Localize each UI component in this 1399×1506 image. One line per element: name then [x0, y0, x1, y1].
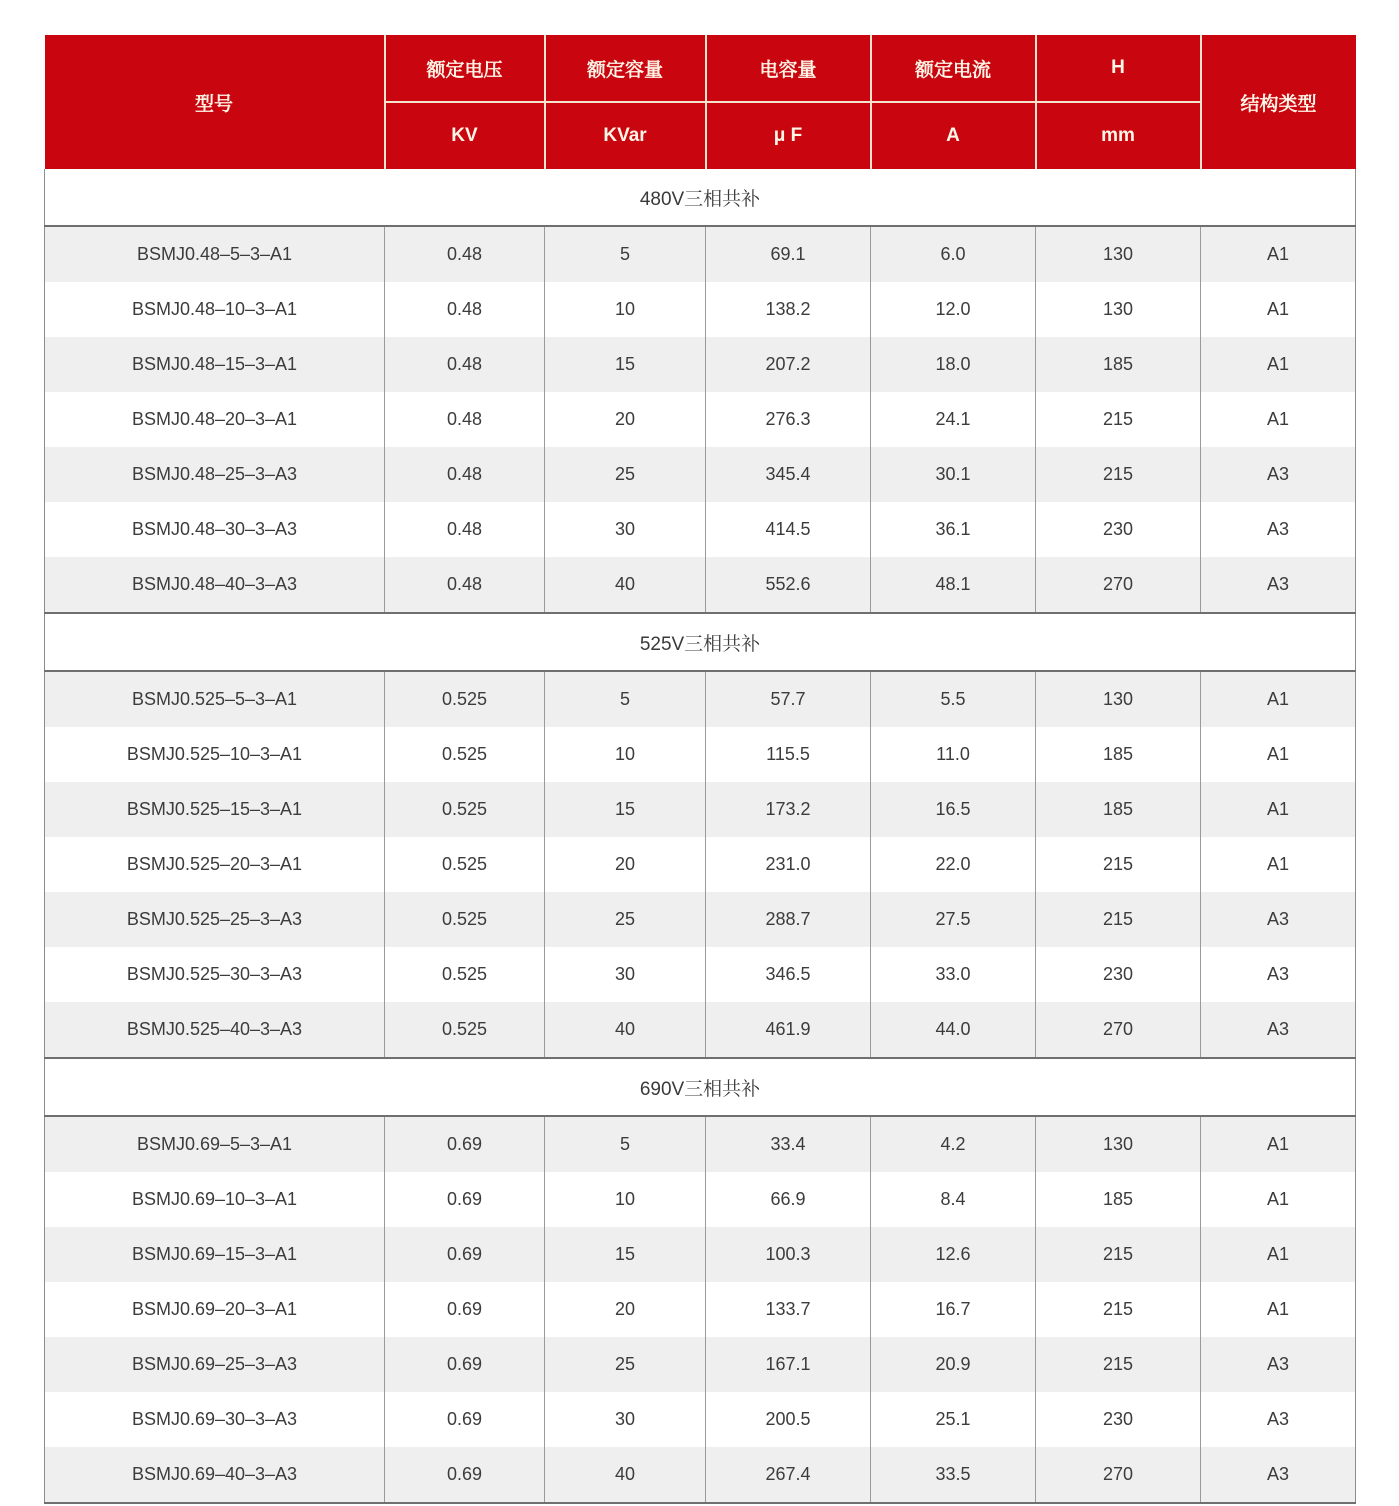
current-cell: 33.5: [871, 1447, 1036, 1503]
voltage-cell: 0.48: [385, 557, 545, 613]
capacitance-cell: 346.5: [706, 947, 871, 1002]
model-cell: BSMJ0.48–25–3–A3: [45, 447, 385, 502]
structure-cell: A3: [1201, 1002, 1356, 1058]
current-cell: 6.0: [871, 226, 1036, 282]
capacity-cell: 25: [545, 447, 706, 502]
capacitance-cell: 231.0: [706, 837, 871, 892]
height-cell: 215: [1036, 892, 1201, 947]
voltage-cell: 0.525: [385, 1002, 545, 1058]
table-row: [45, 502, 1356, 557]
height-cell: 215: [1036, 1337, 1201, 1392]
capacity-cell: 20: [545, 1282, 706, 1337]
capacity-cell: 25: [545, 892, 706, 947]
structure-cell: A1: [1201, 727, 1356, 782]
structure-cell: A1: [1201, 1172, 1356, 1227]
capacity-cell: 25: [545, 1337, 706, 1392]
model-cell: BSMJ0.525–5–3–A1: [45, 671, 385, 727]
capacitance-cell: 115.5: [706, 727, 871, 782]
capacity-cell: 5: [545, 1116, 706, 1172]
model-cell: BSMJ0.48–10–3–A1: [45, 282, 385, 337]
column-header-rated-current: 额定电流: [871, 35, 1036, 102]
structure-cell: A3: [1201, 1392, 1356, 1447]
voltage-cell: 0.69: [385, 1172, 545, 1227]
capacity-cell: 40: [545, 1447, 706, 1503]
voltage-cell: 0.525: [385, 727, 545, 782]
table-row: [45, 1447, 1356, 1503]
model-cell: BSMJ0.48–15–3–A1: [45, 337, 385, 392]
section-title-row: [45, 1058, 1356, 1116]
unit-uf: μ F: [706, 102, 871, 169]
model-cell: BSMJ0.525–20–3–A1: [45, 837, 385, 892]
capacity-cell: 10: [545, 1172, 706, 1227]
table-row: [45, 447, 1356, 502]
section-480v: [45, 169, 1356, 613]
table-row: [45, 1337, 1356, 1392]
voltage-cell: 0.69: [385, 1116, 545, 1172]
capacitance-cell: 461.9: [706, 1002, 871, 1058]
model-cell: BSMJ0.48–5–3–A1: [45, 226, 385, 282]
voltage-cell: 0.525: [385, 947, 545, 1002]
height-cell: 130: [1036, 226, 1201, 282]
structure-cell: A1: [1201, 1227, 1356, 1282]
structure-cell: A1: [1201, 1282, 1356, 1337]
table-row: [45, 337, 1356, 392]
height-cell: 270: [1036, 1447, 1201, 1503]
structure-cell: A1: [1201, 226, 1356, 282]
capacity-cell: 30: [545, 947, 706, 1002]
height-cell: 230: [1036, 502, 1201, 557]
unit-a: A: [871, 102, 1036, 169]
current-cell: 20.9: [871, 1337, 1036, 1392]
capacitance-cell: 207.2: [706, 337, 871, 392]
model-cell: BSMJ0.525–25–3–A3: [45, 892, 385, 947]
capacitance-cell: 267.4: [706, 1447, 871, 1503]
capacitance-cell: 345.4: [706, 447, 871, 502]
height-cell: 185: [1036, 337, 1201, 392]
model-cell: BSMJ0.48–30–3–A3: [45, 502, 385, 557]
height-cell: 215: [1036, 1282, 1201, 1337]
capacitance-cell: 276.3: [706, 392, 871, 447]
height-cell: 130: [1036, 671, 1201, 727]
model-cell: BSMJ0.69–5–3–A1: [45, 1116, 385, 1172]
model-cell: BSMJ0.525–15–3–A1: [45, 782, 385, 837]
current-cell: 44.0: [871, 1002, 1036, 1058]
header-row-labels: [45, 35, 1356, 102]
table-row: [45, 947, 1356, 1002]
current-cell: 24.1: [871, 392, 1036, 447]
height-cell: 270: [1036, 1002, 1201, 1058]
structure-cell: A1: [1201, 837, 1356, 892]
capacity-cell: 20: [545, 837, 706, 892]
voltage-cell: 0.525: [385, 837, 545, 892]
section-title: 480V三相共补: [45, 169, 1356, 226]
current-cell: 16.7: [871, 1282, 1036, 1337]
capacity-cell: 40: [545, 1002, 706, 1058]
current-cell: 11.0: [871, 727, 1036, 782]
capacity-cell: 10: [545, 282, 706, 337]
voltage-cell: 0.69: [385, 1392, 545, 1447]
height-cell: 215: [1036, 1227, 1201, 1282]
table-row: [45, 557, 1356, 613]
structure-cell: A1: [1201, 282, 1356, 337]
capacitance-cell: 66.9: [706, 1172, 871, 1227]
table-row: [45, 671, 1356, 727]
current-cell: 8.4: [871, 1172, 1036, 1227]
height-cell: 215: [1036, 837, 1201, 892]
table-row: [45, 1172, 1356, 1227]
capacity-cell: 15: [545, 1227, 706, 1282]
capacitor-spec-table: [44, 35, 1356, 1504]
model-cell: BSMJ0.69–40–3–A3: [45, 1447, 385, 1503]
model-cell: BSMJ0.525–40–3–A3: [45, 1002, 385, 1058]
current-cell: 5.5: [871, 671, 1036, 727]
height-cell: 270: [1036, 557, 1201, 613]
capacity-cell: 40: [545, 557, 706, 613]
capacity-cell: 30: [545, 1392, 706, 1447]
current-cell: 48.1: [871, 557, 1036, 613]
unit-mm: mm: [1036, 102, 1201, 169]
current-cell: 16.5: [871, 782, 1036, 837]
voltage-cell: 0.69: [385, 1337, 545, 1392]
table-row: [45, 1227, 1356, 1282]
capacity-cell: 10: [545, 727, 706, 782]
capacitance-cell: 552.6: [706, 557, 871, 613]
voltage-cell: 0.525: [385, 782, 545, 837]
table-row: [45, 282, 1356, 337]
structure-cell: A3: [1201, 1337, 1356, 1392]
column-header-rated-capacity: 额定容量: [545, 35, 706, 102]
capacity-cell: 5: [545, 226, 706, 282]
structure-cell: A3: [1201, 447, 1356, 502]
current-cell: 25.1: [871, 1392, 1036, 1447]
height-cell: 215: [1036, 447, 1201, 502]
capacity-cell: 15: [545, 782, 706, 837]
section-title: 690V三相共补: [45, 1058, 1356, 1116]
voltage-cell: 0.69: [385, 1227, 545, 1282]
current-cell: 22.0: [871, 837, 1036, 892]
structure-cell: A3: [1201, 892, 1356, 947]
capacitance-cell: 138.2: [706, 282, 871, 337]
model-cell: BSMJ0.69–10–3–A1: [45, 1172, 385, 1227]
voltage-cell: 0.48: [385, 502, 545, 557]
table-row: [45, 1282, 1356, 1337]
unit-kv: KV: [385, 102, 545, 169]
structure-cell: A3: [1201, 502, 1356, 557]
structure-cell: A1: [1201, 337, 1356, 392]
model-cell: BSMJ0.48–20–3–A1: [45, 392, 385, 447]
capacity-cell: 20: [545, 392, 706, 447]
height-cell: 215: [1036, 392, 1201, 447]
section-title-row: [45, 169, 1356, 226]
model-cell: BSMJ0.69–15–3–A1: [45, 1227, 385, 1282]
capacity-cell: 30: [545, 502, 706, 557]
current-cell: 12.6: [871, 1227, 1036, 1282]
column-header-rated-voltage: 额定电压: [385, 35, 545, 102]
structure-cell: A1: [1201, 392, 1356, 447]
model-cell: BSMJ0.69–25–3–A3: [45, 1337, 385, 1392]
structure-cell: A1: [1201, 671, 1356, 727]
section-525v: [45, 613, 1356, 1058]
column-header-capacitance: 电容量: [706, 35, 871, 102]
capacitance-cell: 288.7: [706, 892, 871, 947]
height-cell: 130: [1036, 1116, 1201, 1172]
section-title: 525V三相共补: [45, 613, 1356, 671]
height-cell: 230: [1036, 947, 1201, 1002]
capacitance-cell: 414.5: [706, 502, 871, 557]
table-row: [45, 1002, 1356, 1058]
spec-table-container: [44, 35, 1355, 1504]
table-row: [45, 727, 1356, 782]
height-cell: 185: [1036, 782, 1201, 837]
capacitance-cell: 200.5: [706, 1392, 871, 1447]
voltage-cell: 0.48: [385, 392, 545, 447]
table-row: [45, 782, 1356, 837]
current-cell: 4.2: [871, 1116, 1036, 1172]
model-cell: BSMJ0.69–30–3–A3: [45, 1392, 385, 1447]
model-cell: BSMJ0.69–20–3–A1: [45, 1282, 385, 1337]
capacity-cell: 5: [545, 671, 706, 727]
capacitance-cell: 33.4: [706, 1116, 871, 1172]
table-header: [45, 35, 1356, 169]
height-cell: 185: [1036, 727, 1201, 782]
table-row: [45, 1392, 1356, 1447]
column-header-height: H: [1036, 35, 1201, 102]
structure-cell: A3: [1201, 557, 1356, 613]
current-cell: 33.0: [871, 947, 1036, 1002]
model-cell: BSMJ0.525–10–3–A1: [45, 727, 385, 782]
voltage-cell: 0.48: [385, 337, 545, 392]
column-header-model: 型号: [45, 35, 385, 169]
capacitance-cell: 100.3: [706, 1227, 871, 1282]
unit-kvar: KVar: [545, 102, 706, 169]
current-cell: 12.0: [871, 282, 1036, 337]
table-row: [45, 837, 1356, 892]
table-row: [45, 226, 1356, 282]
voltage-cell: 0.48: [385, 226, 545, 282]
model-cell: BSMJ0.48–40–3–A3: [45, 557, 385, 613]
capacitance-cell: 57.7: [706, 671, 871, 727]
current-cell: 18.0: [871, 337, 1036, 392]
capacitance-cell: 173.2: [706, 782, 871, 837]
structure-cell: A1: [1201, 1116, 1356, 1172]
current-cell: 36.1: [871, 502, 1036, 557]
height-cell: 230: [1036, 1392, 1201, 1447]
voltage-cell: 0.48: [385, 282, 545, 337]
height-cell: 185: [1036, 1172, 1201, 1227]
structure-cell: A3: [1201, 1447, 1356, 1503]
capacitance-cell: 69.1: [706, 226, 871, 282]
capacitance-cell: 133.7: [706, 1282, 871, 1337]
table-row: [45, 392, 1356, 447]
height-cell: 130: [1036, 282, 1201, 337]
model-cell: BSMJ0.525–30–3–A3: [45, 947, 385, 1002]
table-row: [45, 1116, 1356, 1172]
capacitance-cell: 167.1: [706, 1337, 871, 1392]
table-row: [45, 892, 1356, 947]
structure-cell: A1: [1201, 782, 1356, 837]
capacity-cell: 15: [545, 337, 706, 392]
column-header-structure-type: 结构类型: [1201, 35, 1356, 169]
current-cell: 30.1: [871, 447, 1036, 502]
voltage-cell: 0.69: [385, 1447, 545, 1503]
voltage-cell: 0.69: [385, 1282, 545, 1337]
voltage-cell: 0.525: [385, 671, 545, 727]
section-690v: [45, 1058, 1356, 1503]
voltage-cell: 0.525: [385, 892, 545, 947]
section-title-row: [45, 613, 1356, 671]
voltage-cell: 0.48: [385, 447, 545, 502]
current-cell: 27.5: [871, 892, 1036, 947]
structure-cell: A3: [1201, 947, 1356, 1002]
